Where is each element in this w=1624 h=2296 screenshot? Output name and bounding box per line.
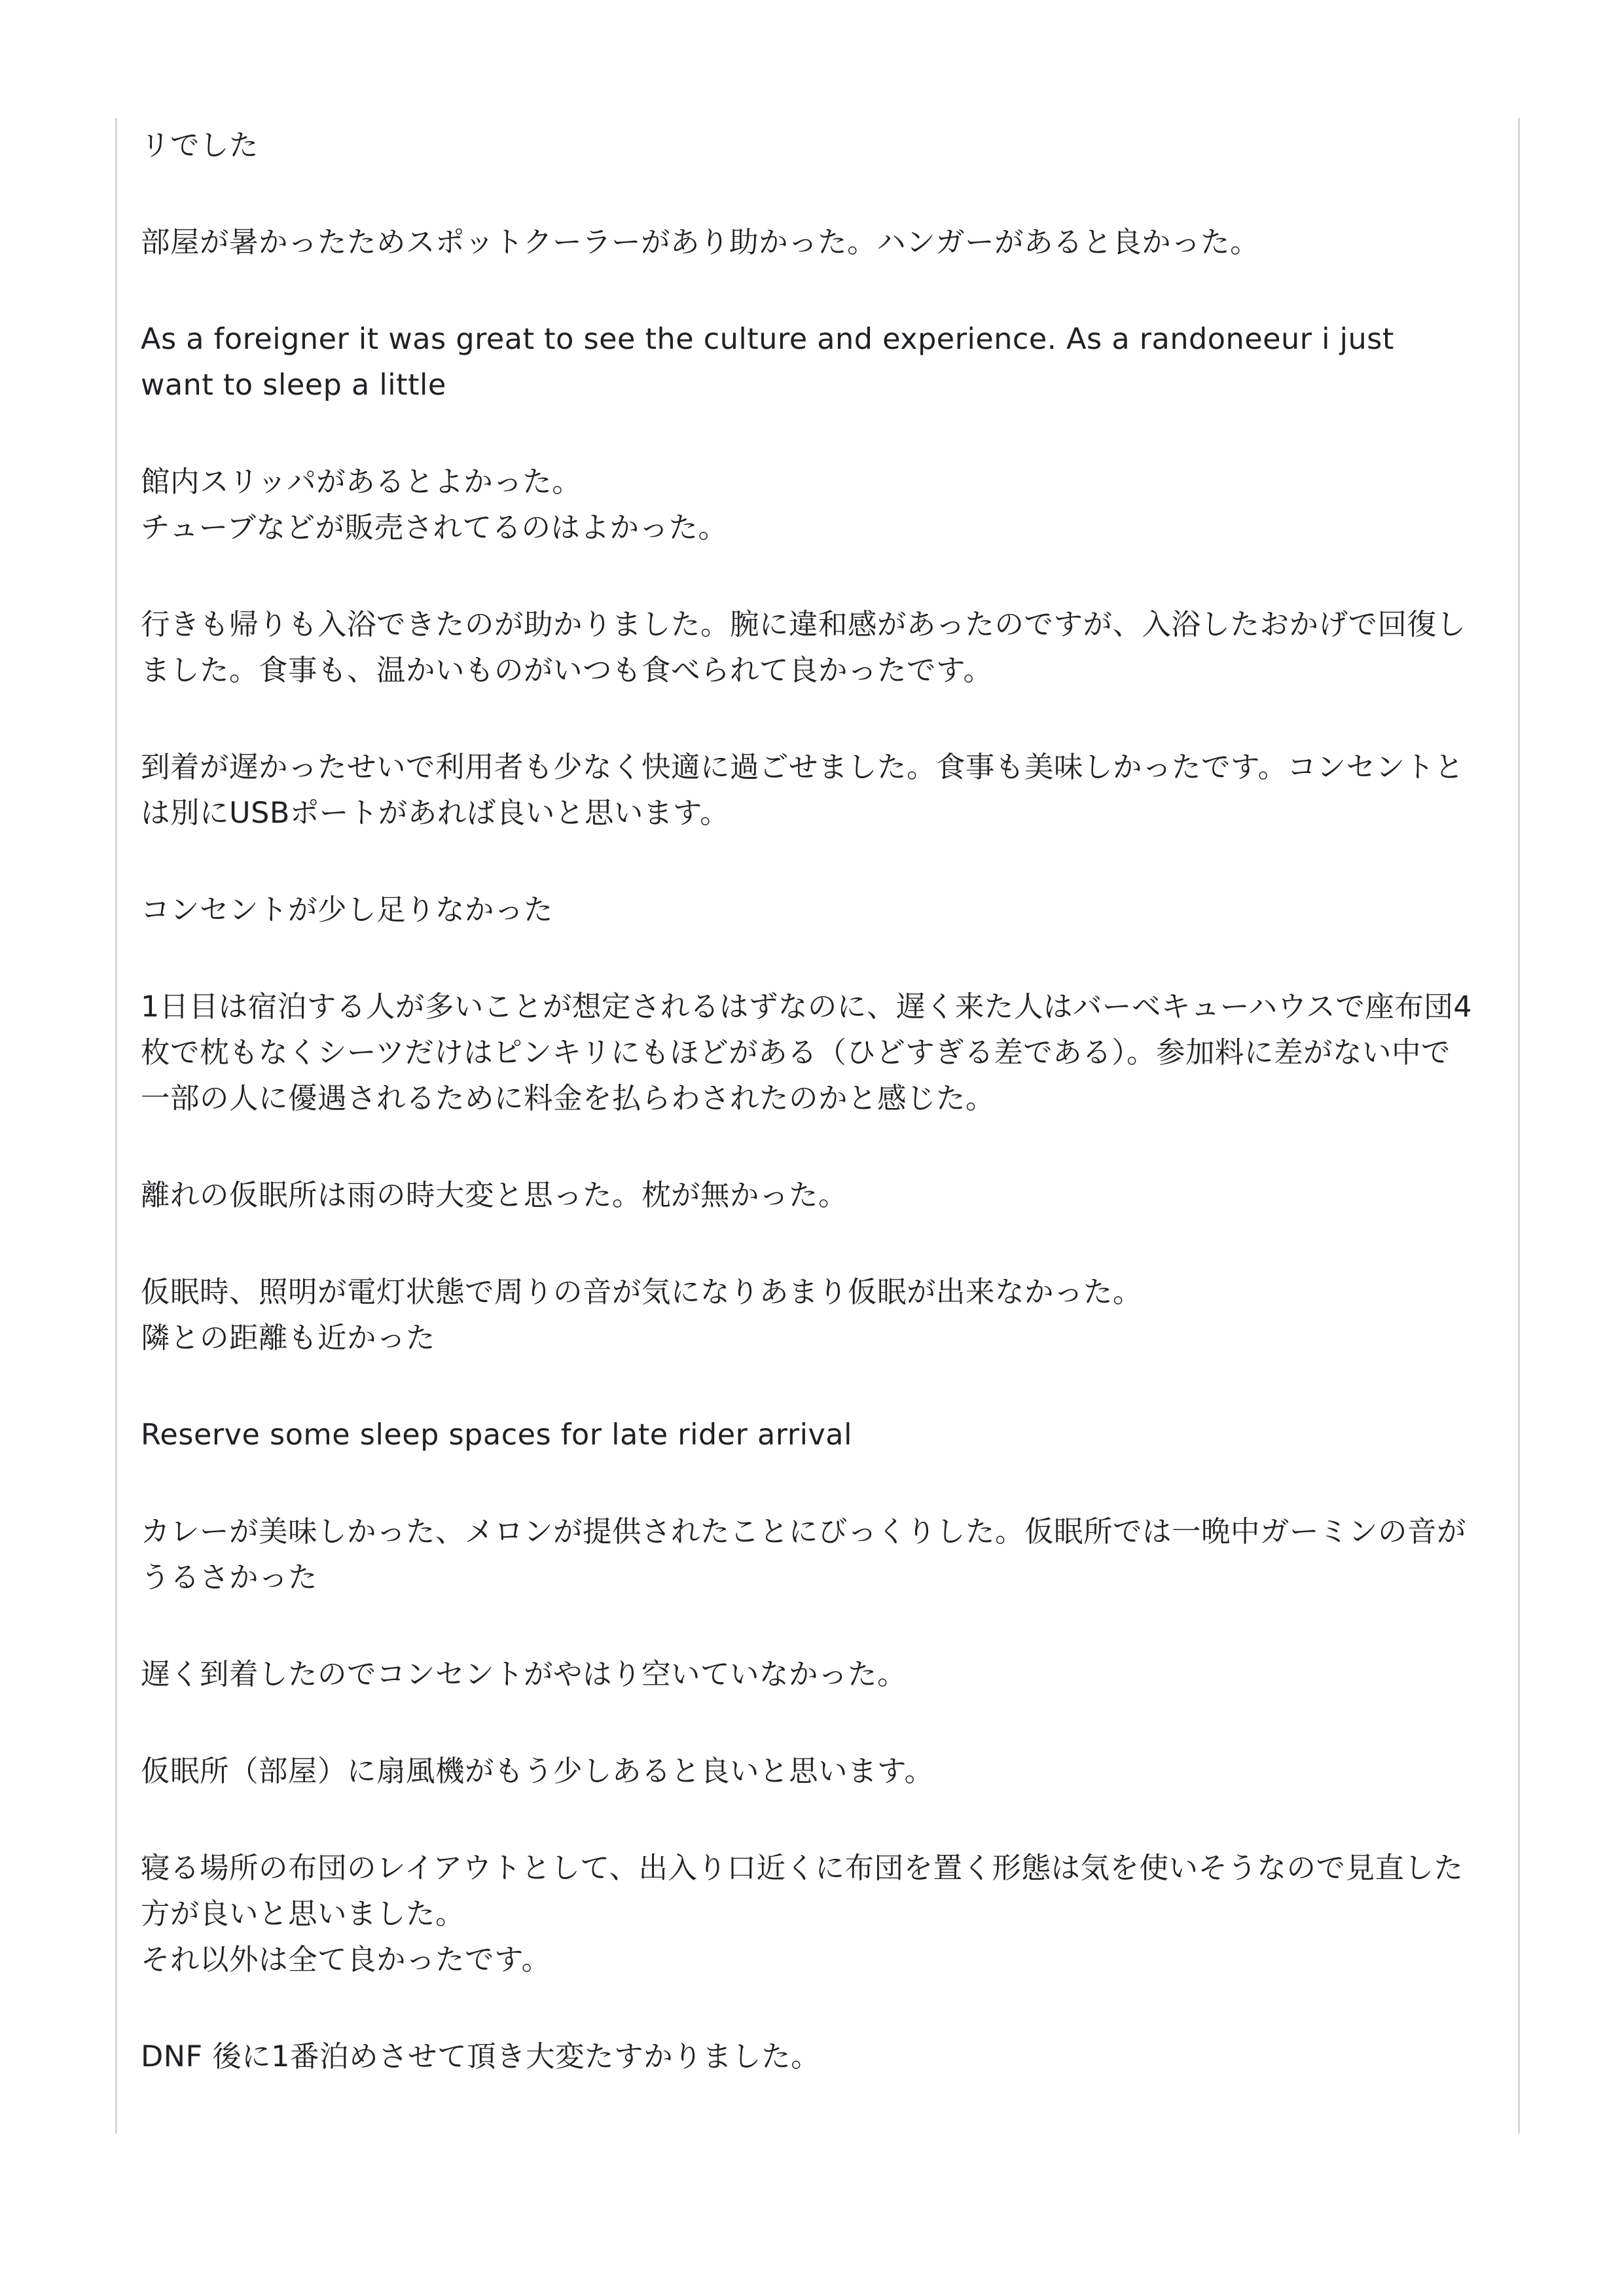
response-item: 寝る場所の布団のレイアウトとして、出入り口近くに布団を置く形態は気を使いそうなので見直した方が良いと思いました。 それ以外は全て良かったです。 bbox=[141, 1852, 1464, 1977]
response-item: カレーが美味しかった、メロンが提供されたことにびっくりした。仮眠所では一晩中ガーミンの音がうるさかった bbox=[141, 1515, 1467, 1594]
response-list bbox=[141, 118, 1476, 2131]
response-item: 離れの仮眠所は雨の時大変と思った。枕が無かった。 bbox=[141, 1179, 848, 1212]
response-item: コンセントが少し足りなかった bbox=[141, 893, 554, 927]
response-item: DNF 後に1番泊めさせて頂き大変たすかりました。 bbox=[141, 2040, 821, 2073]
response-item: 遅く到着したのでコンセントがやはり空いていなかった。 bbox=[141, 1658, 907, 1691]
response-card bbox=[115, 118, 1520, 2134]
response-item: As a foreigner it was great to see the culture and experience. As a randoneeur i just want to sleep a little bbox=[141, 323, 1394, 402]
response-item: Reserve some sleep spaces for late rider arrival bbox=[141, 1418, 852, 1452]
response-item: 行きも帰りも入浴できたのが助かりました。腕に違和感があったのですが、入浴したおかげで回復しました。食事も、温かいものがいつも食べられて良かったです。 bbox=[141, 608, 1466, 687]
response-item: 館内スリッパがあるとよかった。 チューブなどが販売されてるのはよかった。 bbox=[141, 465, 728, 545]
response-item: 仮眠時、照明が電灯状態で周りの音が気になりあまり仮眠が出来なかった。 隣との距離も近かった bbox=[141, 1276, 1143, 1355]
response-item: 1日目は宿泊する人が多いことが想定されるはずなのに、遅く来た人はバーベキューハウスで座布団4枚で枕もなくシーツだけはピンキリにもほどがある（ひどすぎる差である）。参加料に差がない中で一部の人に優遇されるために料金を払らわされたのかと感じた。 bbox=[141, 990, 1473, 1115]
response-item: 到着が遅かったせいで利用者も少なく快適に過ごせました。食事も美味しかったです。コンセントとは別にUSBポートがあれば良いと思います。 bbox=[141, 751, 1464, 830]
response-item: 部屋が暑かったためスポットクーラーがあり助かった。ハンガーがあると良かった。 bbox=[141, 226, 1260, 259]
response-item: 仮眠所（部屋）に扇風機がもう少しあると良いと思います。 bbox=[141, 1755, 934, 1788]
response-item: リでした bbox=[141, 129, 259, 162]
